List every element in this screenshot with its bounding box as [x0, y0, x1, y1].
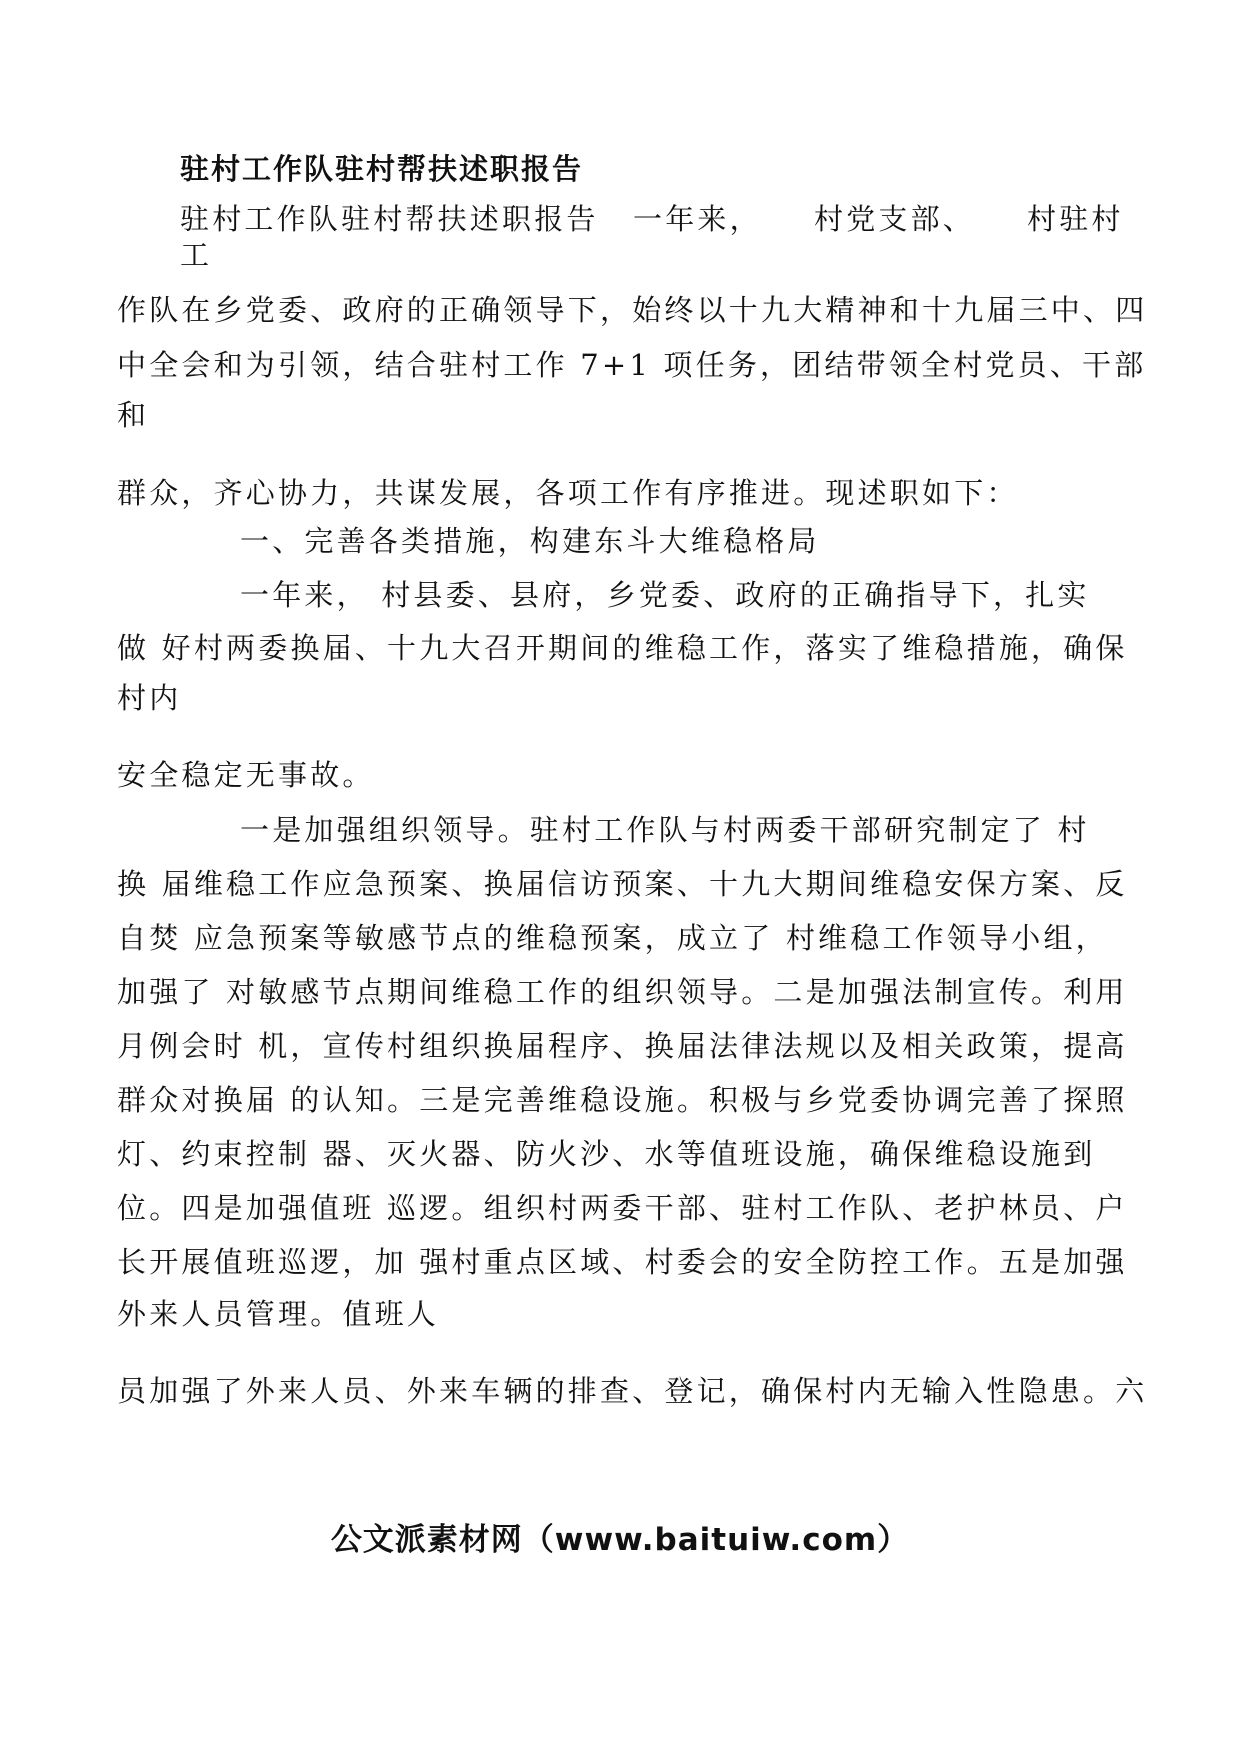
section-heading: 一、完善各类措施，构建东斗大维稳格局 — [240, 524, 820, 558]
body-line: 外来人员管理。值班人 — [117, 1297, 440, 1331]
body-line: 和 — [117, 398, 150, 432]
body-line: 换 届维稳工作应急预案、换届信访预案、十九大期间维稳安保方案、反 — [117, 867, 1128, 901]
body-line: 村内 — [117, 681, 182, 715]
subtitle-part-4: 村驻村 — [1027, 202, 1124, 236]
body-line: 做 好村两委换届、十九大召开期间的维稳工作，落实了维稳措施，确保 — [117, 631, 1128, 665]
body-line: 群众对换届 的认知。三是完善维稳设施。积极与乡党委协调完善了探照 — [117, 1083, 1128, 1117]
body-line: 自焚 应急预案等敏感节点的维稳预案，成立了 村维稳工作领导小组， — [117, 921, 1108, 955]
body-line: 一是加强组织领导。驻村工作队与村两委干部研究制定了 村 — [240, 813, 1090, 847]
subtitle-row — [180, 202, 1140, 236]
body-line: 加强了 对敏感节点期间维稳工作的组织领导。二是加强法制宣传。利用 — [117, 975, 1128, 1009]
body-line: 长开展值班巡逻，加 强村重点区域、村委会的安全防控工作。五是加强 — [117, 1245, 1128, 1279]
subtitle-part-2: 一年来， — [633, 202, 762, 236]
body-line: 灯、约束控制 器、灭火器、防火沙、水等值班设施，确保维稳设施到 — [117, 1137, 1096, 1171]
subtitle-wrap: 工 — [180, 238, 213, 272]
body-line: 作队在乡党委、政府的正确领导下，始终以十九大精神和十九届三中、四 — [117, 293, 1148, 327]
body-line: 员加强了外来人员、外来车辆的排查、登记，确保村内无输入性隐患。六 — [117, 1374, 1148, 1408]
body-line: 群众，齐心协力，共谋发展，各项工作有序推进。现述职如下： — [117, 476, 1019, 510]
body-line: 中全会和为引领，结合驻村工作 7+1 项任务，团结带领全村党员、干部 — [117, 348, 1147, 382]
body-line: 月例会时 机，宣传村组织换届程序、换届法律法规以及相关政策，提高 — [117, 1029, 1128, 1063]
body-line: 位。四是加强值班 巡逻。组织村两委干部、驻村工作队、老护林员、户 — [117, 1191, 1128, 1225]
body-line: 安全稳定无事故。 — [117, 758, 375, 792]
subtitle-part-1: 驻村工作队驻村帮扶述职报告 — [180, 202, 599, 236]
document-title: 驻村工作队驻村帮扶述职报告 — [180, 152, 584, 186]
subtitle-part-3: 村党支部、 — [814, 202, 976, 236]
footer-site-name: 公文派素材网（www.baituiw.com） — [330, 1522, 910, 1558]
body-line: 一年来， 村县委、县府，乡党委、政府的正确指导下，扎实 — [240, 578, 1090, 612]
